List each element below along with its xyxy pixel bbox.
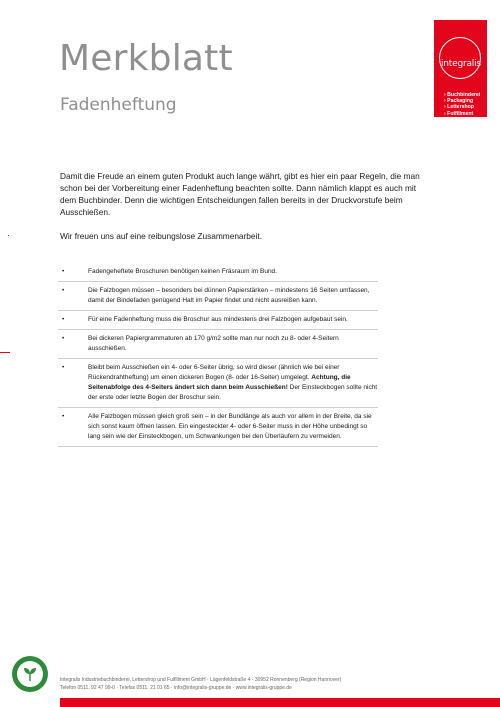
list-item — [58, 282, 378, 311]
list-item — [58, 311, 378, 330]
brand-services-list — [444, 92, 480, 123]
punch-mark — [8, 235, 9, 236]
list-item-text: Alle Falzbogen müssen gleich groß sein – in der Bundlänge als auch vor allem in der Breite, da sie sich sonst kaum öffnen lassen. Ein eingesteckter 4- oder 6-Seiter muss in der Höhe unbedingt so lang sein wie der Einsteckbogen, um Schwankungen bei den Überläufern zu vermeiden. — [88, 413, 372, 440]
eco-seal-icon — [12, 656, 48, 692]
list-item-text: Der Einsteckbogen sollte nicht der erste oder letzte Bogen der Broschur sein. — [88, 384, 378, 401]
intro-section — [60, 170, 430, 254]
brand-service-item: › Packaging — [444, 98, 474, 105]
list-item — [58, 263, 378, 282]
intro-closing: Wir freuen uns auf eine reibungslose Zusammenarbeit. — [60, 231, 262, 241]
footer-contact: Telefon 0511. 92 47 99-0 · Telefax 0511. 21 01 65 · info@integralis-gruppe.de · www.integralis-gruppe.de — [60, 685, 292, 691]
bullet-icon: • — [62, 316, 65, 323]
bullet-icon: • — [62, 335, 65, 342]
list-item-text: Die Falzbogen müssen – besonders bei dünnen Papierstärken – mindestens 16 Seiten umfassen, damit der Bindefaden genügend Halt im Papier findet und nicht ausreißen kann. — [88, 287, 370, 304]
warning-text: Achtung, die Seitenabfolge des 4-Seiters ändert sich dann beim Ausschießen! — [88, 374, 351, 391]
rules-list — [58, 263, 378, 447]
footer-address: Integralis Industriebuchbinderei, Lettershop und Fulfillment GmbH · Lägenfeldstraße 4 · 30952 Ronnenberg (Region Hannover) — [60, 677, 342, 683]
list-item — [58, 330, 378, 359]
footer-accent-bar — [60, 698, 500, 707]
document-title: Merkblatt — [59, 38, 233, 79]
list-item-text: Bei dickeren Papiergrammaturen ab 170 g/m2 sollte man nur noch zu 8- oder 4-Seitern ausschießen. — [88, 335, 339, 352]
fold-mark — [0, 352, 10, 353]
brand-service-item: › Formbau — [444, 116, 470, 123]
list-item-text: Bleibt beim Ausschießen ein 4- oder 6-Seiter übrig, so wird dieser (ähnlich wie bei einer Rückendrahtheftung) um einen dickeren Bogen (8- oder 16-Seiter) umgelegt. — [88, 364, 340, 381]
footer — [60, 676, 341, 692]
list-item-text: Fadengeheftete Broschuren benötigen keinen Fräsraum im Bund. — [88, 268, 277, 275]
bullet-icon: • — [62, 413, 65, 420]
bullet-icon: • — [62, 268, 65, 275]
document-subtitle: Fadenheftung — [60, 95, 177, 115]
brand-service-item: › Lettershop — [444, 104, 474, 111]
logo-wordmark: integralis — [441, 59, 481, 69]
leaf-icon — [17, 661, 43, 687]
list-item — [58, 408, 378, 447]
bullet-icon: • — [62, 287, 65, 294]
brand-service-item: › Buchbinderei — [444, 92, 481, 98]
bullet-icon: • — [62, 364, 65, 371]
brand-block — [434, 20, 487, 123]
list-item-text: Für eine Fadenheftung muss die Broschur aus mindestens drei Falzbogen aufgebaut sein. — [88, 316, 348, 323]
list-item — [58, 359, 378, 408]
brand-service-item: › Fulfillment — [444, 110, 474, 117]
intro-paragraph: Damit die Freude an einem guten Produkt auch lange währt, gibt es hier ein paar Regeln, die man schon bei der Vorbereitung einer Fadenheftung beachten sollte. Dann nämlich klappt es auch mit dem Buchbinder. Denn die wichtigen Entscheidungen fallen bereits in der Druckvorstufe beim Ausschießen. — [60, 171, 420, 217]
logo-circle — [439, 37, 481, 79]
